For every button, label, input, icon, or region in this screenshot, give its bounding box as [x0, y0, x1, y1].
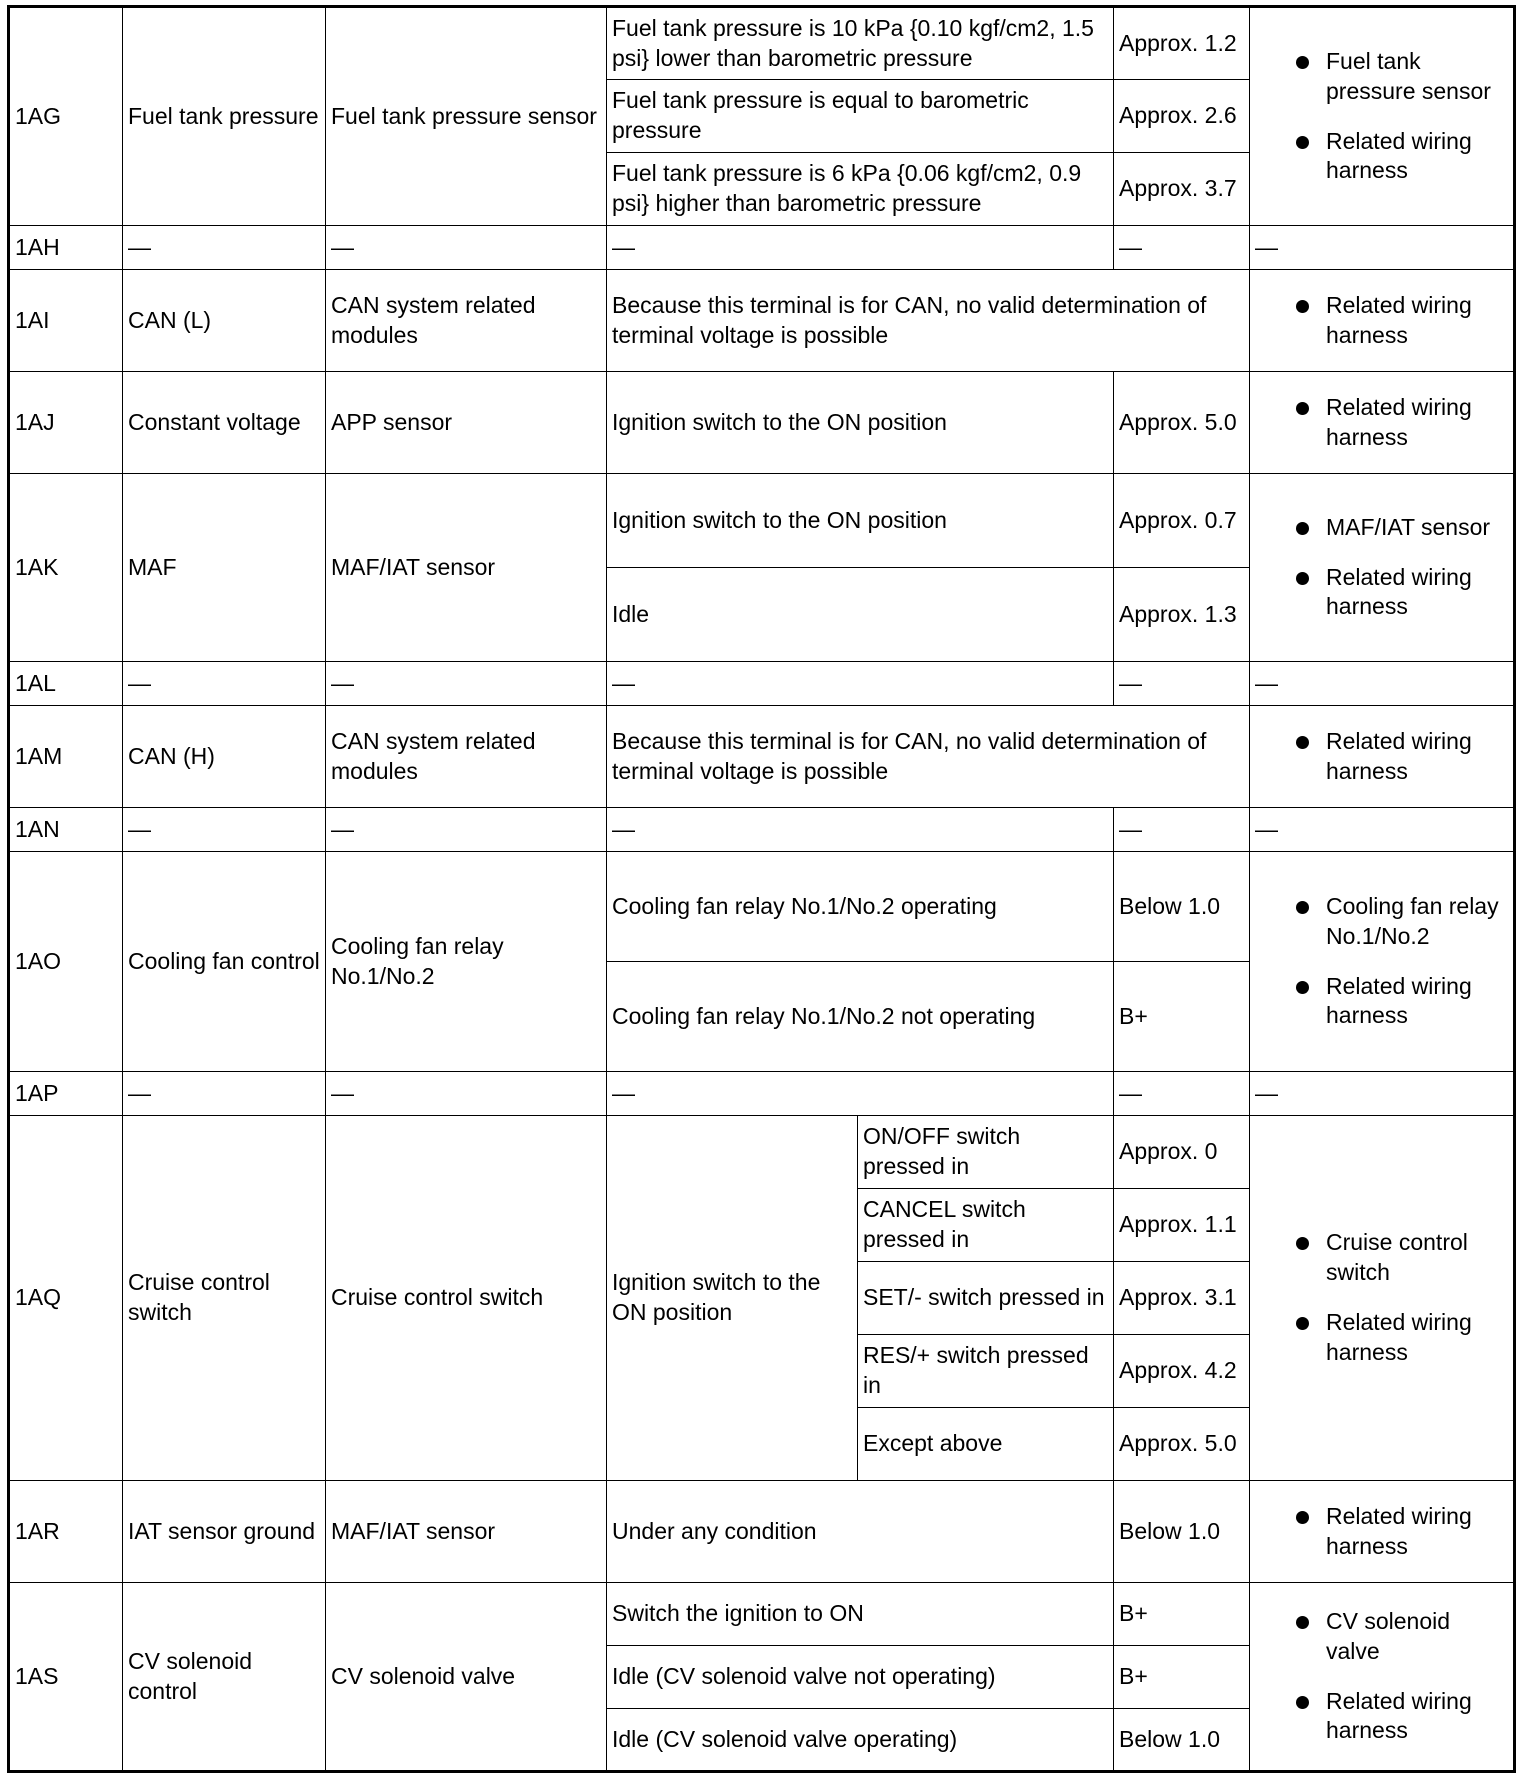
note-cell: Because this terminal is for CAN, no valid determination of terminal voltage is possible — [607, 706, 1250, 808]
note-cell: Because this terminal is for CAN, no valid determination of terminal voltage is possible — [607, 270, 1250, 372]
terminal-cell: 1AO — [9, 852, 123, 1072]
signal-cell: CAN (H) — [123, 706, 326, 808]
terminal-cell: 1AL — [9, 662, 123, 706]
condition-cell: Ignition switch to the ON position — [607, 1116, 858, 1481]
inspection-list — [1290, 1228, 1507, 1368]
connected-to-cell: — — [326, 226, 607, 270]
inspection-item: MAF/IAT sensor — [1290, 513, 1507, 543]
condition-cell: Cooling fan relay No.1/No.2 not operating — [607, 962, 1114, 1072]
signal-cell: IAT sensor ground — [123, 1481, 326, 1583]
terminal-cell: 1AN — [9, 808, 123, 852]
condition-cell: — — [607, 1072, 1114, 1116]
inspection-item: Related wiring harness — [1290, 972, 1507, 1032]
table-row — [9, 1481, 1515, 1583]
voltage-cell: — — [1114, 1072, 1250, 1116]
inspection-cell: — — [1250, 808, 1515, 852]
connected-to-cell: Cruise control switch — [326, 1116, 607, 1481]
inspection-list — [1290, 1502, 1507, 1562]
voltage-cell: Approx. 1.2 — [1114, 7, 1250, 80]
inspection-cell — [1250, 270, 1515, 372]
inspection-item: Cruise control switch — [1290, 1228, 1507, 1288]
table-row — [9, 474, 1515, 568]
voltage-cell: Approx. 3.1 — [1114, 1262, 1250, 1335]
terminal-cell: 1AS — [9, 1583, 123, 1772]
inspection-list — [1290, 393, 1507, 453]
voltage-cell: Below 1.0 — [1114, 1481, 1250, 1583]
connected-to-cell: CAN system related modules — [326, 706, 607, 808]
signal-cell: MAF — [123, 474, 326, 662]
inspection-cell: — — [1250, 226, 1515, 270]
subcondition-cell: RES/+ switch pressed in — [858, 1335, 1114, 1408]
terminal-voltage-table — [7, 5, 1516, 1773]
terminal-voltage-table-page — [7, 5, 1513, 1761]
inspection-cell — [1250, 1583, 1515, 1772]
inspection-list — [1290, 291, 1507, 351]
subcondition-cell: Except above — [858, 1408, 1114, 1481]
inspection-item: Related wiring harness — [1290, 291, 1507, 351]
signal-cell: Fuel tank pressure — [123, 7, 326, 226]
inspection-cell — [1250, 372, 1515, 474]
inspection-list — [1290, 1607, 1507, 1747]
condition-cell: Idle — [607, 568, 1114, 662]
inspection-cell: — — [1250, 662, 1515, 706]
voltage-cell: — — [1114, 808, 1250, 852]
table-row — [9, 1583, 1515, 1646]
connected-to-cell: CAN system related modules — [326, 270, 607, 372]
inspection-list — [1290, 47, 1507, 187]
condition-cell: — — [607, 226, 1114, 270]
voltage-cell: Approx. 0.7 — [1114, 474, 1250, 568]
signal-cell: Cruise control switch — [123, 1116, 326, 1481]
table-row — [9, 852, 1515, 962]
table-row — [9, 270, 1515, 372]
condition-cell: Under any condition — [607, 1481, 1114, 1583]
inspection-item: CV solenoid valve — [1290, 1607, 1507, 1667]
voltage-cell: — — [1114, 226, 1250, 270]
table-row — [9, 1116, 1515, 1189]
subcondition-cell: CANCEL switch pressed in — [858, 1189, 1114, 1262]
voltage-cell: Approx. 2.6 — [1114, 80, 1250, 153]
voltage-cell: B+ — [1114, 1583, 1250, 1646]
connected-to-cell: Cooling fan relay No.1/No.2 — [326, 852, 607, 1072]
voltage-cell: B+ — [1114, 1646, 1250, 1709]
condition-cell: — — [607, 662, 1114, 706]
inspection-list — [1290, 513, 1507, 623]
signal-cell: Constant voltage — [123, 372, 326, 474]
subcondition-cell: SET/- switch pressed in — [858, 1262, 1114, 1335]
condition-cell: Fuel tank pressure is 6 kPa {0.06 kgf/cm2, 0.9 psi} higher than barometric pressure — [607, 153, 1114, 226]
connected-to-cell: — — [326, 808, 607, 852]
inspection-item: Related wiring harness — [1290, 727, 1507, 787]
inspection-cell: — — [1250, 1072, 1515, 1116]
inspection-item: Cooling fan relay No.1/No.2 — [1290, 892, 1507, 952]
inspection-item: Related wiring harness — [1290, 1502, 1507, 1562]
voltage-cell: Approx. 5.0 — [1114, 372, 1250, 474]
terminal-cell: 1AP — [9, 1072, 123, 1116]
connected-to-cell: Fuel tank pressure sensor — [326, 7, 607, 226]
signal-cell: — — [123, 662, 326, 706]
terminal-cell: 1AM — [9, 706, 123, 808]
voltage-cell: Approx. 3.7 — [1114, 153, 1250, 226]
voltage-cell: Approx. 1.1 — [1114, 1189, 1250, 1262]
table-row — [9, 706, 1515, 808]
inspection-list — [1290, 727, 1507, 787]
connected-to-cell: CV solenoid valve — [326, 1583, 607, 1772]
condition-cell: Idle (CV solenoid valve not operating) — [607, 1646, 1114, 1709]
table-row — [9, 372, 1515, 474]
connected-to-cell: APP sensor — [326, 372, 607, 474]
terminal-cell: 1AR — [9, 1481, 123, 1583]
voltage-cell: Below 1.0 — [1114, 852, 1250, 962]
condition-cell: Switch the ignition to ON — [607, 1583, 1114, 1646]
inspection-cell — [1250, 7, 1515, 226]
inspection-cell — [1250, 474, 1515, 662]
signal-cell: Cooling fan control — [123, 852, 326, 1072]
condition-cell: Fuel tank pressure is 10 kPa {0.10 kgf/cm2, 1.5 psi} lower than barometric pressure — [607, 7, 1114, 80]
terminal-cell: 1AJ — [9, 372, 123, 474]
condition-cell: — — [607, 808, 1114, 852]
condition-cell: Idle (CV solenoid valve operating) — [607, 1709, 1114, 1772]
inspection-cell — [1250, 1116, 1515, 1481]
terminal-cell: 1AK — [9, 474, 123, 662]
condition-cell: Cooling fan relay No.1/No.2 operating — [607, 852, 1114, 962]
terminal-cell: 1AG — [9, 7, 123, 226]
table-row — [9, 1072, 1515, 1116]
connected-to-cell: MAF/IAT sensor — [326, 1481, 607, 1583]
terminal-cell: 1AI — [9, 270, 123, 372]
condition-cell: Fuel tank pressure is equal to barometric pressure — [607, 80, 1114, 153]
inspection-cell — [1250, 1481, 1515, 1583]
subcondition-cell: ON/OFF switch pressed in — [858, 1116, 1114, 1189]
connected-to-cell: — — [326, 1072, 607, 1116]
inspection-item: Fuel tank pressure sensor — [1290, 47, 1507, 107]
signal-cell: — — [123, 1072, 326, 1116]
inspection-item: Related wiring harness — [1290, 1308, 1507, 1368]
inspection-item: Related wiring harness — [1290, 563, 1507, 623]
signal-cell: CAN (L) — [123, 270, 326, 372]
voltage-cell: Approx. 0 — [1114, 1116, 1250, 1189]
inspection-item: Related wiring harness — [1290, 127, 1507, 187]
table-row — [9, 7, 1515, 80]
terminal-cell: 1AH — [9, 226, 123, 270]
voltage-cell: Below 1.0 — [1114, 1709, 1250, 1772]
signal-cell: — — [123, 226, 326, 270]
table-row — [9, 226, 1515, 270]
table-row — [9, 808, 1515, 852]
terminal-cell: 1AQ — [9, 1116, 123, 1481]
table-row — [9, 662, 1515, 706]
connected-to-cell: MAF/IAT sensor — [326, 474, 607, 662]
voltage-cell: — — [1114, 662, 1250, 706]
signal-cell: — — [123, 808, 326, 852]
signal-cell: CV solenoid control — [123, 1583, 326, 1772]
condition-cell: Ignition switch to the ON position — [607, 372, 1114, 474]
voltage-cell: B+ — [1114, 962, 1250, 1072]
inspection-cell — [1250, 706, 1515, 808]
voltage-cell: Approx. 4.2 — [1114, 1335, 1250, 1408]
inspection-item: Related wiring harness — [1290, 393, 1507, 453]
inspection-cell — [1250, 852, 1515, 1072]
inspection-list — [1290, 892, 1507, 1032]
connected-to-cell: — — [326, 662, 607, 706]
voltage-cell: Approx. 1.3 — [1114, 568, 1250, 662]
voltage-cell: Approx. 5.0 — [1114, 1408, 1250, 1481]
condition-cell: Ignition switch to the ON position — [607, 474, 1114, 568]
inspection-item: Related wiring harness — [1290, 1687, 1507, 1747]
